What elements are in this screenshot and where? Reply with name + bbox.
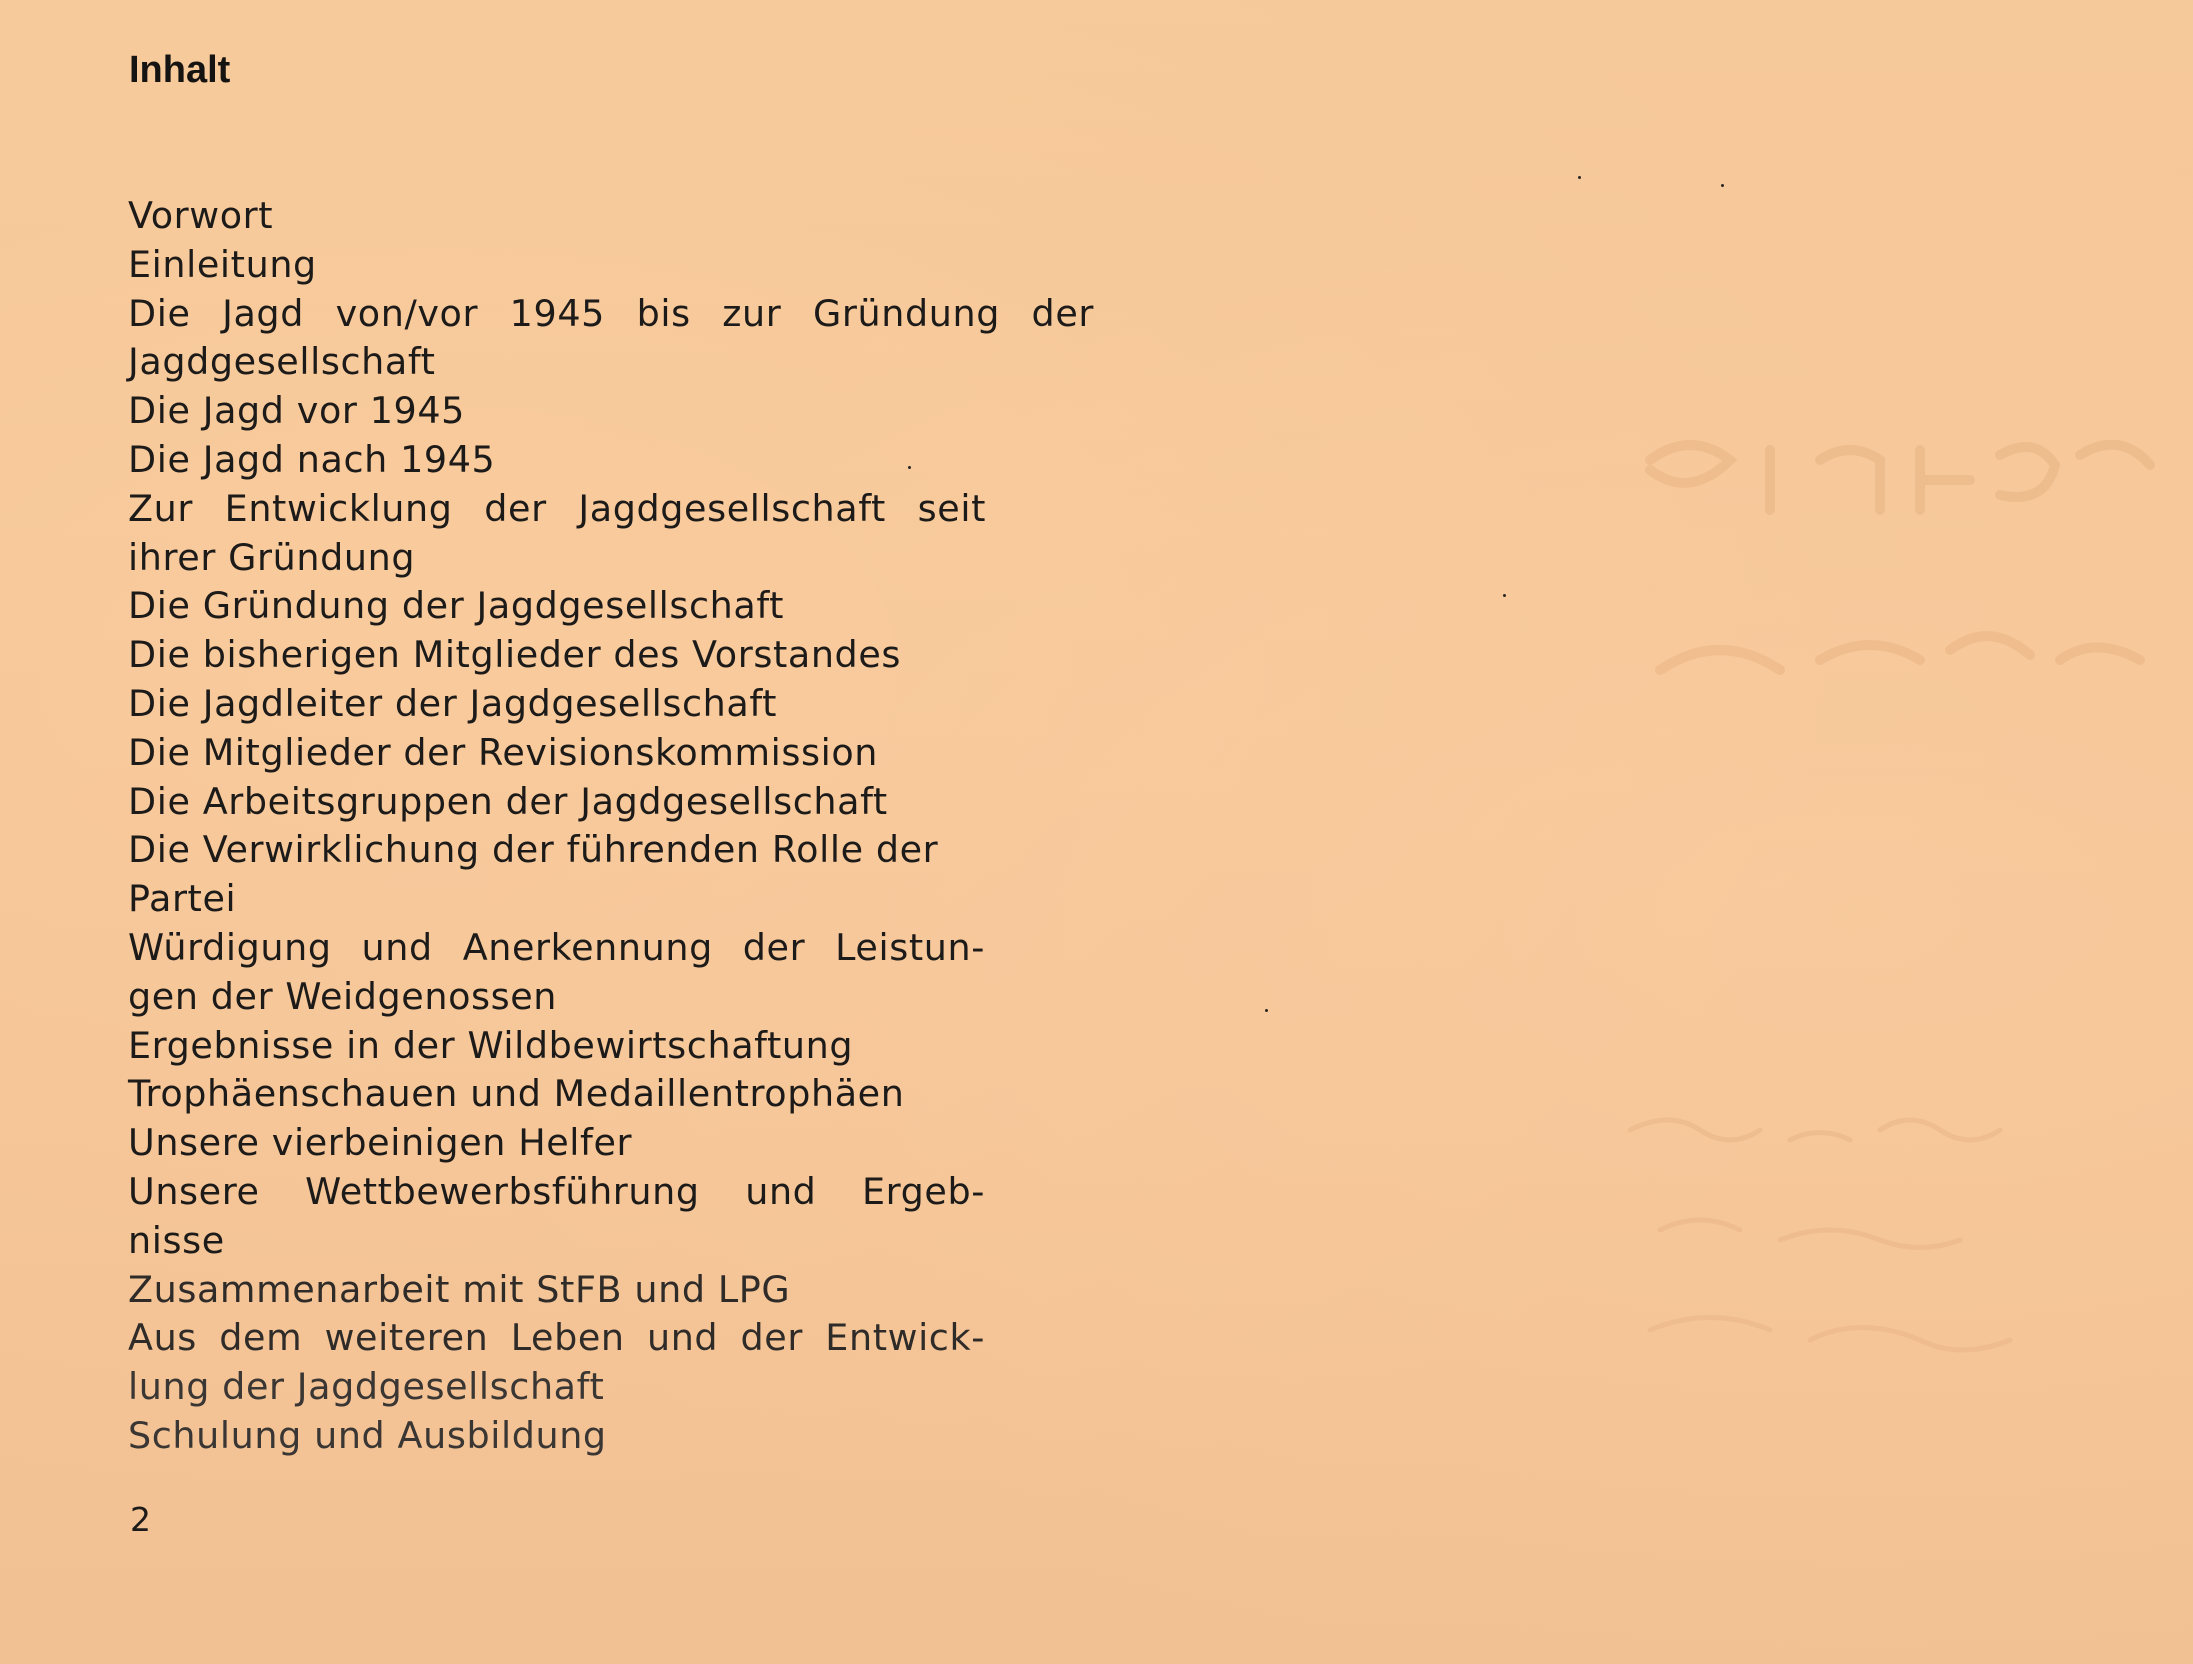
toc-entry: Unsere Wettbewerbsführung und Ergeb- <box>128 1169 985 1213</box>
toc-entry: gen der Weidgenossen <box>128 974 558 1018</box>
toc-entry: Vorwort <box>128 194 274 237</box>
toc-entry: Die Gründung der Jagdgesellschaft <box>128 584 785 628</box>
toc-entry: Die Jagdleiter der Jagdgesellschaft <box>128 681 778 725</box>
paper-speck <box>1721 184 1724 187</box>
toc-entry: Trophäenschauen und Medaillentrophäen <box>128 1072 905 1116</box>
toc-entry: Würdigung und Anerkennung der Leistun- <box>128 925 985 969</box>
toc-entry: nisse <box>128 1218 225 1262</box>
toc-entry: Die bisherigen Mitglieder des Vorstandes <box>128 633 901 677</box>
toc-entry: Die Arbeitsgruppen der Jagdgesellschaft <box>128 779 888 823</box>
toc-entry: Ergebnisse in der Wildbewirtschaftung <box>128 1023 854 1067</box>
paper-speck <box>1503 594 1506 597</box>
toc-entry: Aus dem weiteren Leben und der Entwick- <box>128 1316 985 1360</box>
toc-entry: Die Jagd vor 1945 <box>128 389 466 433</box>
page-number: 2 <box>130 1500 151 1539</box>
toc-entry: Einleitung <box>128 242 317 286</box>
toc-entry: Jagdgesellschaft <box>128 340 436 384</box>
toc-entry: Zur Entwicklung der Jagdgesellschaft seit <box>128 486 986 530</box>
toc-entry: ihrer Gründung <box>128 535 416 579</box>
toc-entry: Zusammenarbeit mit StFB und LPG <box>128 1267 791 1311</box>
toc-entry: Partei <box>128 877 237 921</box>
toc-entry: Die Mitglieder der Revisionskommission <box>128 730 879 774</box>
toc-entry: Die Verwirklichung der führenden Rolle der <box>128 828 939 872</box>
paper-speck <box>1578 176 1581 179</box>
toc-entry: Unsere vierbeinigen Helfer <box>128 1121 633 1165</box>
show-through-texture <box>1620 440 2180 1540</box>
toc-entry: Die Jagd von/vor 1945 bis zur Gründung der <box>128 291 1094 335</box>
table-of-contents <box>128 192 1128 1461</box>
paper-speck <box>1265 1009 1268 1012</box>
paper-speck <box>908 466 911 469</box>
toc-entry: Die Jagd nach 1945 <box>128 437 496 481</box>
toc-entry: lung der Jagdgesellschaft <box>128 1365 605 1409</box>
page-title: Inhalt <box>129 49 231 91</box>
toc-entry: Schulung und Ausbildung <box>128 1413 607 1457</box>
